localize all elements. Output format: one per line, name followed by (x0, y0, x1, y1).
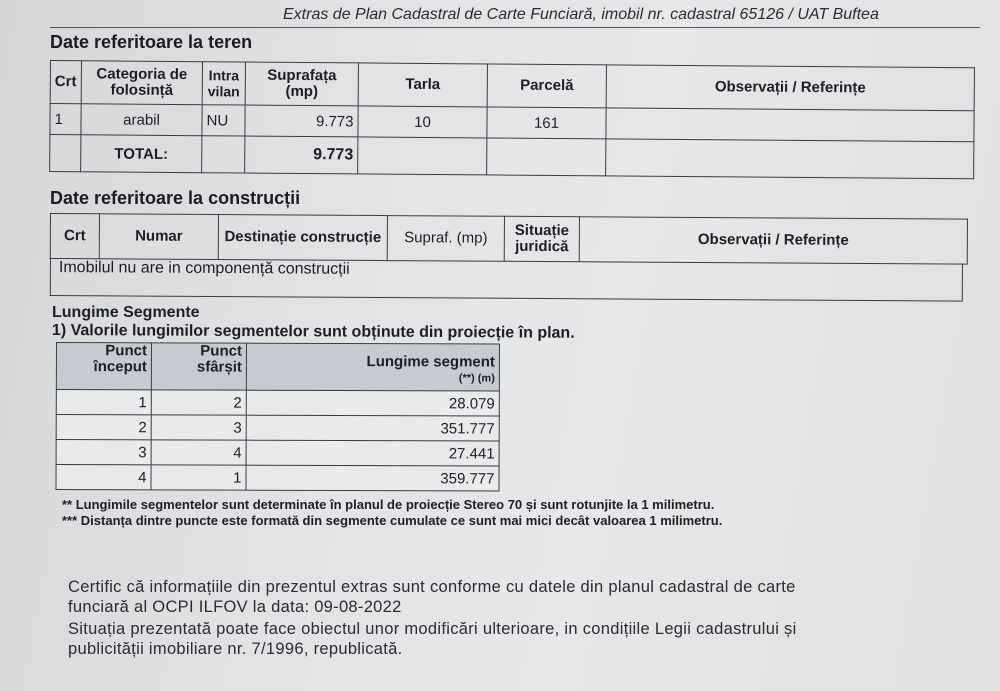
cell-start: 1 (56, 390, 151, 415)
cell-end: 1 (151, 465, 246, 490)
col-suprafata: Suprafața (mp) (245, 62, 358, 106)
constructii-note: Imobilul nu are in componență construcții (58, 259, 350, 278)
constructii-table (50, 213, 968, 265)
document-header: Extras de Plan Cadastral de Carte Funciară, imobil nr. cadastral 65126 / UAT Buftea (283, 6, 879, 23)
table-row (56, 390, 499, 417)
teren-table (49, 60, 975, 179)
segmente-footnote-1: ** Lungimile segmentelor sunt determinate în planul de proiecție Stereo 70 și sunt rotunjite la 1 milimetru. (62, 497, 715, 512)
col-punct-sfarsit: Punct sfârșit (151, 343, 246, 390)
col-destinatie: Destinație construcție (218, 215, 387, 261)
cell-end: 2 (151, 390, 246, 415)
col-lungime (246, 343, 499, 391)
total-label: TOTAL: (81, 135, 202, 173)
certificare-line-3: Situația prezentată poate face obiectul unor modificări ulterioare, in condițiile Legii cadastrului și (68, 620, 797, 638)
col-situatie: Situație juridică (504, 216, 579, 261)
cell-crt: 1 (50, 104, 81, 135)
teren-section-title: Date referitoare la teren (50, 32, 253, 52)
cell-end: 4 (151, 440, 246, 465)
cell-length: 359.777 (246, 465, 499, 491)
cell-start: 4 (56, 465, 151, 490)
segmente-title: Lungime Segmente (52, 304, 200, 321)
certificare-line-4: publicității imobiliare nr. 7/1996, republicată. (68, 640, 403, 658)
cell-end: 3 (151, 415, 246, 440)
table-row (56, 465, 499, 492)
cell-parcela: 161 (487, 107, 606, 139)
cell-categoria: arabil (81, 104, 202, 136)
col-observatii: Observații / Referințe (606, 65, 974, 111)
table-row (56, 440, 499, 467)
col-numar: Numar (99, 214, 218, 260)
col-crt: Crt (50, 61, 81, 104)
cell-length: 27.441 (246, 440, 499, 466)
header-divider (50, 27, 980, 28)
cell-start: 2 (56, 415, 151, 440)
cell-tarla: 10 (358, 106, 487, 138)
col-observatii: Observații / Referințe (579, 217, 967, 264)
cell-length: 351.777 (246, 415, 499, 441)
total-value: 9.773 (245, 136, 358, 174)
cell-suprafata: 9.773 (245, 105, 358, 137)
table-row (56, 415, 499, 442)
col-tarla: Tarla (358, 63, 487, 107)
col-supraf: Supraf. (mp) (387, 216, 504, 262)
constructii-header-row (50, 214, 967, 265)
col-lungime-label: Lungime segment (366, 353, 495, 371)
segmente-footnote-2: *** Distanța dintre puncte este formată din segmente cumulate ce sunt mai mici decât valoarea 1 milimetru. (62, 513, 723, 528)
constructii-section-title: Date referitoare la construcții (50, 188, 301, 208)
cell-start: 3 (56, 440, 151, 465)
certificare-line-1: Certific că informațiile din prezentul extras sunt conforme cu datele din planul cadastral de carte (68, 578, 796, 596)
constructii-note-row (50, 258, 963, 302)
col-crt: Crt (50, 214, 99, 259)
segmente-header-row (56, 343, 499, 392)
certificare-line-2: funciară al OCPI ILFOV la data: 09-08-2022 (68, 598, 402, 616)
cell-intravilan: NU (202, 105, 245, 136)
cell-observatii (606, 108, 974, 142)
cell-length: 28.079 (246, 390, 499, 416)
col-punct-inceput: Punct început (56, 343, 151, 390)
col-intravilan: Intra vilan (202, 62, 245, 105)
teren-header-row (50, 61, 974, 111)
segmente-note: 1) Valorile lungimilor segmentelor sunt obținute din proiecție în plan. (51, 322, 575, 342)
col-categoria: Categoria de folosință (81, 61, 202, 105)
segmente-table (55, 342, 500, 492)
teren-total-row (50, 135, 974, 179)
col-parcela: Parcelă (487, 64, 606, 108)
col-lungime-unit: (**) (m) (458, 372, 495, 385)
